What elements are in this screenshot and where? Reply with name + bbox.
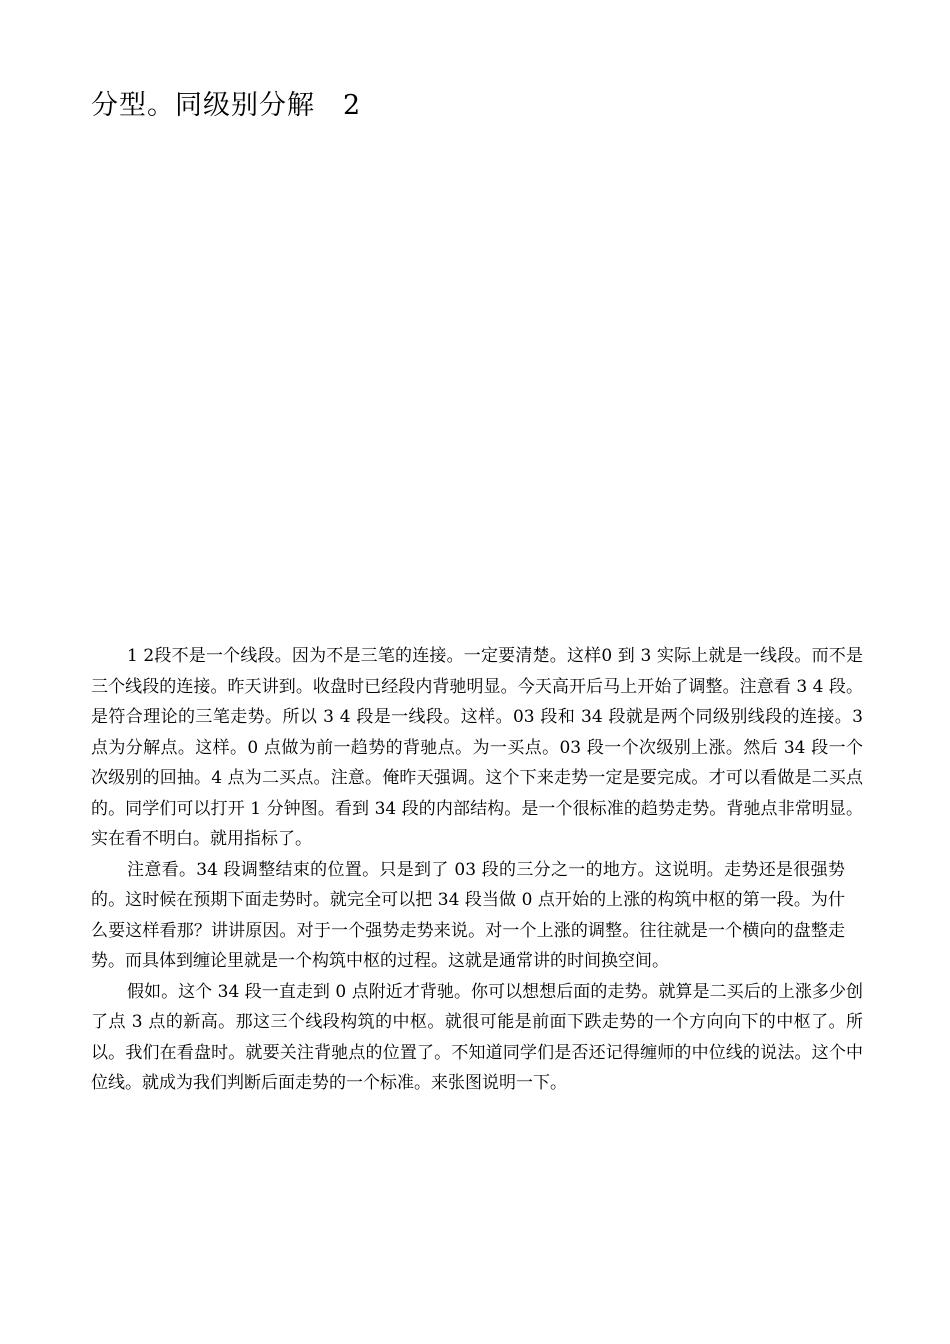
paragraph-3: 假如。这个 34 段一直走到 0 点附近才背驰。你可以想想后面的走势。就算是二买后的上涨多少创了点 3 点的新高。那这三个线段构筑的中枢。就很可能是前面下跌走势的一个方向向下的中枢了。所以。我们在看盘时。就要关注背驰点的位置了。不知道同学们是否还记得缠师的中位线的说法。这个中位线。就成为我们判断后面走势的一个标准。来张图说明一下。 [91, 981, 863, 1093]
article-body [91, 641, 869, 1099]
page-title: 分型。同级别分解 2 [91, 90, 362, 121]
paragraph-1: 1 2段不是一个线段。因为不是三笔的连接。一定要清楚。这样0 到 3 实际上就是一线段。而不是三个线段的连接。昨天讲到。收盘时已经段内背驰明显。今天高开后马上开始了调整。注意看 3 4 段。是符合理论的三笔走势。所以 3 4 段是一线段。这样。03 段和 34 段就是两个同级别线段的连接。3 点为分解点。这样。0 点做为前一趋势的背驰点。为一买点。03 段一个次级别上涨。然后 34 段一个次级别的回抽。4 点为二买点。注意。俺昨天强调。这个下来走势一定是要完成。才可以看做是二买点的。同学们可以打开 1 分钟图。看到 34 段的内部结构。是一个很标准的趋势走势。背驰点非常明显。实在看不明白。就用指标了。 [91, 646, 869, 849]
paragraph-2: 注意看。34 段调整结束的位置。只是到了 03 段的三分之一的地方。这说明。走势还是很强势的。这时候在预期下面走势时。就完全可以把 34 段当做 0 点开始的上涨的构筑中枢的第一段。为什么要这样看那？讲讲原因。对于一个强势走势来说。对一个上涨的调整。往往就是一个横向的盘整走势。而具体到缠论里就是一个构筑中枢的过程。这就是通常讲的时间换空间。 [91, 859, 845, 971]
